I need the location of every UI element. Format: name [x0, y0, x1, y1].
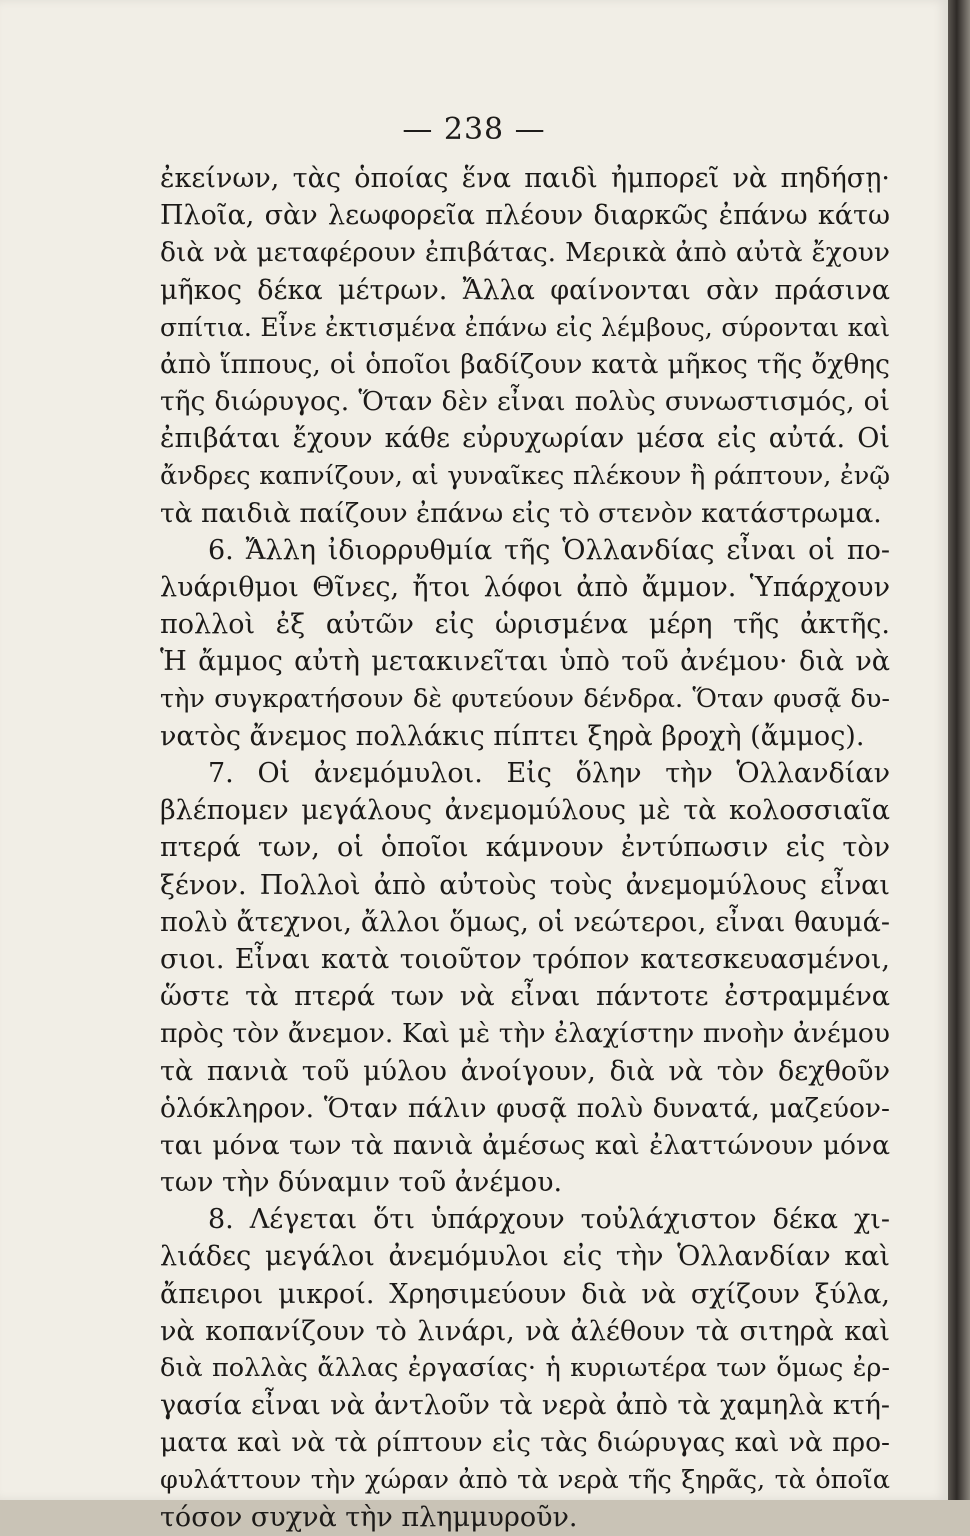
- text-line: λυάριθμοι Θῖνες, ἤτοι λόφοι ἀπὸ ἄμμον. Ὑπάρχουν: [160, 572, 890, 604]
- text-line: τόσον συχνὰ τὴν πλημμυροῦν.: [160, 1501, 578, 1533]
- text-line: Ἡ ἄμμος αὐτὴ μετακινεῖται ὑπὸ τοῦ ἀνέμου· διὰ νὰ: [160, 646, 890, 678]
- text-line: ἀπὸ ἵππους, οἱ ὁποῖοι βαδίζουν κατὰ μῆκος τῆς ὄχθης: [160, 348, 890, 380]
- text-line: σιοι. Εἶναι κατὰ τοιοῦτον τρόπον κατεσκευασμένοι,: [160, 943, 890, 975]
- text-line: πολὺ ἄτεχνοι, ἄλλοι ὅμως, οἱ νεώτεροι, εἶναι θαυμά-: [160, 906, 890, 938]
- text-line: γασία εἶναι νὰ ἀντλοῦν τὰ νερὰ ἀπὸ τὰ χαμηλὰ κτή-: [160, 1390, 890, 1422]
- text-line: Πλοῖα, σὰν λεωφορεῖα πλέουν διαρκῶς ἐπάνω κάτω: [160, 200, 890, 232]
- text-line: ἄπειροι μικροί. Χρησιμεύουν διὰ νὰ σχίζουν ξύλα,: [160, 1278, 890, 1310]
- text-line: νατὸς ἄνεμος πολλάκις πίπτει ξηρὰ βροχὴ (ἄμμος).: [160, 720, 865, 752]
- text-line: τὴν συγκρατήσουν δὲ φυτεύουν δένδρα. Ὅταν φυσᾷ δυ-: [160, 683, 890, 714]
- body-text: [160, 160, 890, 1536]
- text-line: ὁλόκληρον. Ὅταν πάλιν φυσᾷ πολὺ δυνατά, μαζεύον-: [160, 1092, 890, 1124]
- text-line: τὰ πανιὰ τοῦ μύλου ἀνοίγουν, διὰ νὰ τὸν δεχθοῦν: [160, 1055, 890, 1087]
- paragraph-start-8: 8. Λέγεται ὅτι ὑπάρχουν τοὐλάχιστον δέκα χι-: [208, 1204, 890, 1236]
- text-line: πολλοὶ ἐξ αὐτῶν εἰς ὡρισμένα μέρη τῆς ἀκτῆς.: [160, 609, 890, 641]
- text-line: νὰ κοπανίζουν τὸ λινάρι, νὰ ἀλέθουν τὰ σιτηρὰ καὶ: [160, 1315, 890, 1347]
- text-line: ἄνδρες καπνίζουν, αἱ γυναῖκες πλέκουν ἢ ράπτουν, ἐνῷ: [160, 460, 890, 491]
- text-line: ται μόνα των τὰ πανιὰ ἀμέσως καὶ ἐλαττώνουν μόνα: [160, 1129, 890, 1161]
- text-line: φυλάττουν τὴν χώραν ἀπὸ τὰ νερὰ τῆς ξηρᾶς, τὰ ὁποῖα: [160, 1464, 890, 1495]
- paragraph-start-6: 6. Ἄλλη ἰδιορρυθμία τῆς Ὁλλανδίας εἶναι οἱ πο-: [208, 534, 890, 566]
- text-line: ξένον. Πολλοὶ ἀπὸ αὐτοὺς τοὺς ἀνεμομύλους εἶναι: [160, 869, 890, 901]
- text-line: των τὴν δύναμιν τοῦ ἀνέμου.: [160, 1167, 563, 1199]
- text-line: τῆς διώρυγος. Ὅταν δὲν εἶναι πολὺς συνωστισμός, οἱ: [160, 386, 890, 418]
- text-line: σπίτια. Εἶνε ἐκτισμένα ἐπάνω εἰς λέμβους, σύρονται καὶ: [160, 312, 890, 342]
- text-line: τὰ παιδιὰ παίζουν ἐπάνω εἰς τὸ στενὸν κατάστρωμα.: [160, 497, 882, 529]
- paragraph-start-7: 7. Οἱ ἀνεμόμυλοι. Εἰς ὅλην τὴν Ὁλλανδίαν: [208, 758, 890, 789]
- book-gutter: [948, 0, 970, 1500]
- text-line: πτερά των, οἱ ὁποῖοι κάμνουν ἐντύπωσιν εἰς τὸν: [160, 832, 890, 864]
- text-line: διὰ νὰ μεταφέρουν ἐπιβάτας. Μερικὰ ἀπὸ αὐτὰ ἔχουν: [160, 237, 890, 269]
- text-line: ματα καὶ νὰ τὰ ρίπτουν εἰς τὰς διώρυγας καὶ νὰ προ-: [160, 1427, 890, 1459]
- text-line: ὥστε τὰ πτερά των νὰ εἶναι πάντοτε ἐστραμμένα: [160, 981, 890, 1013]
- page-number: — 238 —: [402, 112, 546, 147]
- text-line: μῆκος δέκα μέτρων. Ἄλλα φαίνονται σὰν πράσινα: [160, 274, 890, 306]
- text-line: ἐπιβάται ἔχουν κάθε εὐρυχωρίαν μέσα εἰς αὐτά. Οἱ: [160, 423, 890, 455]
- text-line: λιάδες μεγάλοι ἀνεμόμυλοι εἰς τὴν Ὁλλανδίαν καὶ: [160, 1241, 890, 1273]
- text-line: ἐκείνων, τὰς ὁποίας ἕνα παιδὶ ἠμπορεῖ νὰ πηδήσῃ·: [160, 163, 890, 194]
- text-line: βλέπομεν μεγάλους ἀνεμομύλους μὲ τὰ κολοσσιαῖα: [160, 795, 890, 827]
- text-line: πρὸς τὸν ἄνεμον. Καὶ μὲ τὴν ἐλαχίστην πνοὴν ἀνέμου: [160, 1018, 890, 1050]
- text-line: διὰ πολλὰς ἄλλας ἐργασίας· ἡ κυριωτέρα των ὅμως ἐρ-: [160, 1353, 890, 1383]
